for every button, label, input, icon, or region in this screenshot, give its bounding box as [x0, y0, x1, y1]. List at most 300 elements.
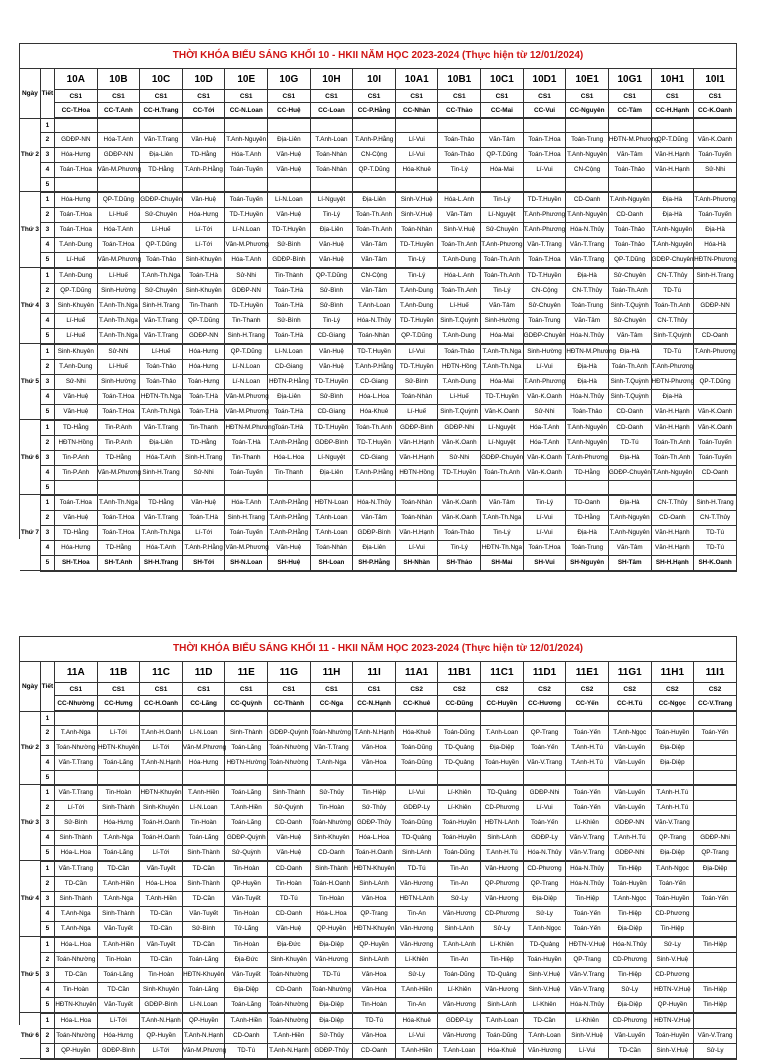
- campus-code: CS1: [140, 683, 183, 696]
- subject-cell: Toán-Lãng: [97, 845, 140, 861]
- period-number: 5: [40, 252, 54, 268]
- subject-cell: [694, 313, 737, 328]
- subject-cell: SH-Loan: [310, 555, 353, 571]
- subject-cell: Toán-Trung: [566, 298, 609, 313]
- subject-cell: Hóa-N.Thủy: [523, 845, 566, 861]
- subject-cell: Hóa-N.Thủy: [566, 222, 609, 237]
- subject-cell: HĐTN-V.Huệ: [566, 937, 609, 953]
- subject-cell: Tin-P.Anh: [55, 465, 98, 480]
- subject-cell: Tin-Lý: [523, 495, 566, 511]
- subject-cell: Văn-T.Trang: [310, 740, 353, 755]
- subject-cell: T.Anh-Dung: [438, 374, 481, 389]
- subject-cell: TD-T.Huyền: [353, 435, 396, 450]
- subject-cell: Toán-Nhàn: [395, 389, 438, 404]
- subject-cell: Văn-Hoa: [353, 982, 396, 997]
- campus-code: CS1: [651, 90, 694, 103]
- subject-cell: Toán-Trung: [566, 540, 609, 555]
- period-number: 3: [40, 298, 54, 313]
- subject-cell: Toán-Tuyến: [694, 147, 737, 162]
- subject-cell: Toán-Dũng: [395, 815, 438, 830]
- subject-cell: Toán-Nhàn: [310, 162, 353, 177]
- subject-cell: GDĐP-Chuyên: [481, 450, 524, 465]
- subject-cell: Lí-N.Loan: [182, 800, 225, 815]
- subject-cell: Hóa-L.Hoa: [353, 389, 396, 404]
- subject-cell: Văn-Tâm: [353, 510, 396, 525]
- period-number: 4: [40, 237, 54, 252]
- subject-cell: Toán-Tuyến: [694, 435, 737, 450]
- subject-cell: TD-Tú: [310, 967, 353, 982]
- subject-cell: Văn-K.Oanh: [523, 450, 566, 465]
- period-number: 1: [40, 192, 54, 208]
- homeroom-teacher: CC-H.Tú: [608, 696, 651, 712]
- subject-cell: [438, 770, 481, 785]
- day-label: Thứ 4: [20, 268, 40, 344]
- subject-cell: [353, 711, 396, 725]
- subject-cell: [694, 770, 737, 785]
- subject-cell: Toán-Th.Anh: [481, 252, 524, 268]
- subject-cell: GDĐP-Bình: [310, 435, 353, 450]
- subject-cell: T.Anh-Hiền: [97, 937, 140, 953]
- subject-cell: Hóa-L.Anh: [438, 268, 481, 284]
- subject-cell: SH-Nhàn: [395, 555, 438, 571]
- subject-cell: TD-T.Huyền: [523, 192, 566, 208]
- subject-cell: Hóa-N.Thủy: [353, 495, 396, 511]
- subject-cell: [310, 118, 353, 132]
- subject-cell: Toán-T.Hoa: [523, 252, 566, 268]
- period-number: 1: [40, 1013, 54, 1029]
- subject-cell: Văn-V.Trang: [566, 967, 609, 982]
- subject-cell: Hóa-N.Thủy: [566, 328, 609, 344]
- subject-cell: Lí-Vui: [566, 1043, 609, 1059]
- subject-cell: Sinh-Khuyên: [310, 830, 353, 845]
- subject-cell: Văn-Hoa: [353, 891, 396, 906]
- subject-cell: Văn-M.Phương: [225, 404, 268, 420]
- subject-cell: Toán-Lãng: [225, 815, 268, 830]
- subject-cell: TD-Hằng: [97, 540, 140, 555]
- period-number: 3: [40, 1043, 54, 1059]
- subject-cell: Văn-T.Trang: [566, 237, 609, 252]
- subject-cell: Văn-K.Oanh: [481, 404, 524, 420]
- subject-cell: [694, 876, 737, 891]
- subject-cell: Địa-Hà: [651, 207, 694, 222]
- homeroom-teacher: CC-Quỳnh: [225, 696, 268, 712]
- subject-cell: Sử-Nhi: [523, 404, 566, 420]
- subject-cell: CN-T.Thủy: [694, 510, 737, 525]
- subject-cell: Hóa-L.Hoa: [310, 906, 353, 921]
- subject-cell: Tin-Hoàn: [225, 937, 268, 953]
- subject-cell: CD-Oanh: [694, 328, 737, 344]
- subject-cell: Sử-Ly: [694, 1043, 737, 1059]
- subject-cell: [268, 480, 311, 495]
- subject-cell: TD-Cần: [182, 891, 225, 906]
- subject-cell: [353, 480, 396, 495]
- subject-cell: GDĐP-Chuyên: [651, 252, 694, 268]
- subject-cell: Sinh-Thành: [182, 876, 225, 891]
- subject-cell: Toán-Lãng: [225, 740, 268, 755]
- period-number: 1: [40, 711, 54, 725]
- subject-cell: TD-T.Huyền: [225, 207, 268, 222]
- subject-cell: Lí-Tới: [182, 525, 225, 540]
- subject-cell: Văn-Tâm: [608, 540, 651, 555]
- subject-cell: Toán-T.Hoa: [55, 162, 98, 177]
- subject-cell: HĐTN-M.Phương: [608, 132, 651, 147]
- subject-cell: Lí-Vui: [395, 540, 438, 555]
- subject-cell: SH-Tới: [182, 555, 225, 571]
- period-number: 3: [40, 891, 54, 906]
- subject-cell: [694, 815, 737, 830]
- subject-cell: Địa-Hà: [651, 192, 694, 208]
- subject-cell: SH-T.Anh: [97, 555, 140, 571]
- subject-cell: Toán-Huyền: [438, 830, 481, 845]
- subject-cell: Văn-H.Hạnh: [651, 162, 694, 177]
- subject-cell: CD-Phương: [481, 906, 524, 921]
- subject-cell: [225, 177, 268, 192]
- subject-cell: SH-P.Hằng: [353, 555, 396, 571]
- subject-cell: [55, 770, 98, 785]
- subject-cell: Toán-Lãng: [225, 997, 268, 1013]
- subject-cell: Hóa-Mai: [481, 328, 524, 344]
- subject-cell: T.Anh-Ngọc: [651, 861, 694, 877]
- subject-cell: Văn-M.Phương: [225, 237, 268, 252]
- subject-cell: Sinh-V.Huệ: [523, 967, 566, 982]
- subject-cell: Sinh-V.Huệ: [651, 952, 694, 967]
- homeroom-teacher: CC-T.Anh: [97, 103, 140, 119]
- subject-cell: Văn-K.Oanh: [694, 420, 737, 436]
- subject-cell: Toán-Nhường: [55, 952, 98, 967]
- subject-cell: TD-Quảng: [395, 830, 438, 845]
- subject-cell: Sinh-Thành: [97, 906, 140, 921]
- subject-cell: Địa-Hà: [651, 389, 694, 404]
- subject-cell: Toán-Dũng: [438, 845, 481, 861]
- subject-cell: Toán-Th.Anh: [651, 298, 694, 313]
- subject-cell: T.Anh-Loan: [438, 1043, 481, 1059]
- subject-cell: [566, 711, 609, 725]
- subject-cell: [97, 177, 140, 192]
- subject-cell: Toán-H.Oanh: [140, 830, 183, 845]
- subject-cell: Toán-T.Hoa: [523, 147, 566, 162]
- subject-cell: Lí-Vui: [523, 800, 566, 815]
- subject-cell: Toán-T.Hà: [182, 389, 225, 404]
- period-number: 3: [40, 967, 54, 982]
- subject-cell: CD-Oanh: [268, 906, 311, 921]
- subject-cell: GDĐP-Nhi: [608, 845, 651, 861]
- subject-cell: Toán-T.Hoa: [97, 389, 140, 404]
- subject-cell: Sử-Nhi: [438, 450, 481, 465]
- subject-cell: Toán-Huyền: [523, 952, 566, 967]
- day-label: Thứ 6: [20, 1013, 40, 1059]
- subject-cell: Văn-Hương: [438, 906, 481, 921]
- subject-cell: Địa-Liên: [353, 192, 396, 208]
- subject-cell: Sử-Nhi: [694, 162, 737, 177]
- subject-cell: CD-Phương: [481, 800, 524, 815]
- subject-cell: Sử-Chuyên: [140, 283, 183, 298]
- subject-cell: CD-Oanh: [268, 815, 311, 830]
- subject-cell: Hóa-Hà: [694, 237, 737, 252]
- subject-cell: Hóa-T.Anh: [140, 450, 183, 465]
- subject-cell: Toán-T.Hoa: [97, 237, 140, 252]
- subject-cell: [651, 711, 694, 725]
- subject-cell: Văn-V.Trang: [566, 845, 609, 861]
- subject-cell: Toán-Trung: [566, 132, 609, 147]
- subject-cell: Sinh-Khuyên: [55, 298, 98, 313]
- timetable-grade-10: [19, 43, 737, 566]
- subject-cell: [523, 770, 566, 785]
- subject-cell: CD-Oanh: [310, 845, 353, 861]
- subject-cell: Toán-Lãng: [182, 982, 225, 997]
- campus-code: CS1: [97, 90, 140, 103]
- subject-cell: Văn-T.Trang: [55, 755, 98, 770]
- subject-cell: Văn-Luyến: [608, 785, 651, 801]
- subject-cell: [225, 770, 268, 785]
- subject-cell: Tin-Hiệp: [694, 937, 737, 953]
- subject-cell: Văn-K.Oanh: [438, 510, 481, 525]
- period-number: 4: [40, 162, 54, 177]
- subject-cell: Toán-Thảo: [438, 147, 481, 162]
- subject-cell: Văn-Hoa: [353, 740, 396, 755]
- subject-cell: Địa-Diệp: [225, 982, 268, 997]
- subject-cell: Lí-Huế: [55, 252, 98, 268]
- subject-cell: Lí-Vui: [395, 344, 438, 360]
- subject-cell: CD-Oanh: [225, 1028, 268, 1043]
- subject-cell: Toán-T.Hà: [225, 435, 268, 450]
- subject-cell: CD-Giang: [310, 404, 353, 420]
- subject-cell: Địa-Diệp: [481, 740, 524, 755]
- subject-cell: Hóa-N.Thủy: [566, 861, 609, 877]
- subject-cell: T.Anh-Nga: [97, 830, 140, 845]
- subject-cell: TD-Hằng: [182, 435, 225, 450]
- subject-cell: [395, 770, 438, 785]
- subject-cell: Tin-An: [438, 861, 481, 877]
- subject-cell: Hóa-L.Hoa: [140, 876, 183, 891]
- subject-cell: Hóa-Khuê: [353, 404, 396, 420]
- subject-cell: CD-Phương: [651, 967, 694, 982]
- period-number: 5: [40, 177, 54, 192]
- subject-cell: Lí-Nguyệt: [481, 435, 524, 450]
- subject-cell: GDĐP-NN: [694, 298, 737, 313]
- subject-cell: T.Anh-Phương: [566, 450, 609, 465]
- subject-cell: Sinh-Hường: [481, 313, 524, 328]
- subject-cell: Tin-Lý: [438, 540, 481, 555]
- subject-cell: GDĐP-NN: [608, 815, 651, 830]
- subject-cell: T.Anh-LAnh: [438, 937, 481, 953]
- subject-cell: T.Anh-Th.Ngà: [140, 404, 183, 420]
- subject-cell: HĐTN-LAnh: [481, 815, 524, 830]
- period-number: 1: [40, 420, 54, 436]
- subject-cell: Sinh-H.Trang: [694, 495, 737, 511]
- subject-cell: [55, 177, 98, 192]
- subject-cell: Toán-Huyền: [651, 891, 694, 906]
- subject-cell: Toán-Yến: [566, 921, 609, 937]
- subject-cell: Hóa-Hưng: [97, 815, 140, 830]
- day-label: Thứ 3: [20, 785, 40, 861]
- subject-cell: CD-Oanh: [353, 1043, 396, 1059]
- subject-cell: [651, 770, 694, 785]
- subject-cell: Tin-Hiệp: [694, 982, 737, 997]
- subject-cell: Hóa-Mai: [481, 374, 524, 389]
- subject-cell: Toán-Thảo: [608, 162, 651, 177]
- subject-cell: [481, 177, 524, 192]
- subject-cell: Lí-Khiên: [566, 1013, 609, 1029]
- subject-cell: Văn-Hương: [438, 1028, 481, 1043]
- subject-cell: QP-T.Dũng: [310, 268, 353, 284]
- subject-cell: T.Anh-Loan: [523, 1028, 566, 1043]
- subject-cell: Văn-K.Oanh: [438, 435, 481, 450]
- subject-cell: QP-Trang: [523, 876, 566, 891]
- subject-cell: GDĐP-NN: [225, 283, 268, 298]
- subject-cell: Toán-Dũng: [395, 755, 438, 770]
- day-label: Thứ 5: [20, 937, 40, 1013]
- subject-cell: Lí-Tới: [182, 222, 225, 237]
- subject-cell: Văn-M.Phương: [182, 1043, 225, 1059]
- subject-cell: Toán-T.Hoa: [55, 222, 98, 237]
- homeroom-teacher: CC-Huệ: [268, 103, 311, 119]
- subject-cell: T.Anh-H.Tú: [481, 845, 524, 861]
- subject-cell: Toán-T.Hoa: [523, 132, 566, 147]
- subject-cell: Toán-Lãng: [97, 967, 140, 982]
- subject-cell: Văn-Tâm: [608, 147, 651, 162]
- subject-cell: CD-Oanh: [608, 420, 651, 436]
- subject-cell: Địa-Liên: [268, 389, 311, 404]
- subject-cell: Sử-Chuyên: [481, 222, 524, 237]
- subject-cell: [694, 1013, 737, 1029]
- subject-cell: QP-Trang: [353, 906, 396, 921]
- subject-cell: [55, 118, 98, 132]
- subject-cell: Toán-Thảo: [566, 404, 609, 420]
- period-number: 2: [40, 952, 54, 967]
- subject-cell: Hóa-L.Hoa: [55, 937, 98, 953]
- subject-cell: Toán-Thảo: [608, 237, 651, 252]
- subject-cell: Tin-Hoàn: [182, 815, 225, 830]
- subject-cell: Sinh-Khuyên: [182, 252, 225, 268]
- subject-cell: T.Anh-Nga: [55, 921, 98, 937]
- day-label: Thứ 2: [20, 711, 40, 785]
- subject-cell: T.Anh-N.Hạnh: [268, 1043, 311, 1059]
- subject-cell: Sinh-LAnh: [353, 876, 396, 891]
- period-number: 2: [40, 435, 54, 450]
- subject-cell: Địa-Đức: [268, 937, 311, 953]
- subject-cell: QP-Huyền: [651, 997, 694, 1013]
- period-number: 1: [40, 861, 54, 877]
- subject-cell: Toán-T.Hà: [182, 268, 225, 284]
- subject-cell: TD-T.Huyền: [395, 237, 438, 252]
- subject-cell: Hóa-T.Anh: [97, 132, 140, 147]
- homeroom-teacher: CC-Thảo: [438, 103, 481, 119]
- subject-cell: Văn-H.Hạnh: [651, 147, 694, 162]
- subject-cell: Sinh-LAnh: [353, 952, 396, 967]
- class-name: 11G1: [608, 662, 651, 683]
- subject-cell: T.Anh-Nga: [97, 891, 140, 906]
- subject-cell: CN-T.Thủy: [651, 268, 694, 284]
- subject-cell: Hóa-T.Anh: [97, 222, 140, 237]
- subject-cell: TD-T.Huyền: [225, 298, 268, 313]
- campus-code: CS1: [268, 683, 311, 696]
- subject-cell: Sinh-H.Trang: [225, 510, 268, 525]
- subject-cell: Địa-Hà: [566, 359, 609, 374]
- subject-cell: Toán-Yến: [523, 815, 566, 830]
- subject-cell: T.Anh-P.Hằng: [182, 162, 225, 177]
- subject-cell: Toán-Dũng: [481, 1028, 524, 1043]
- subject-cell: [353, 118, 396, 132]
- subject-cell: Sinh-H.Trang: [140, 465, 183, 480]
- subject-cell: Văn-Luyến: [608, 800, 651, 815]
- subject-cell: [140, 711, 183, 725]
- class-name: 10C: [140, 69, 183, 90]
- campus-code: CS1: [310, 683, 353, 696]
- subject-cell: [481, 711, 524, 725]
- subject-cell: Toán-Th.Anh: [438, 283, 481, 298]
- subject-cell: SH-K.Oanh: [694, 555, 737, 571]
- subject-cell: T.Anh-Hiền: [225, 1013, 268, 1029]
- subject-cell: [225, 118, 268, 132]
- subject-cell: [140, 480, 183, 495]
- subject-cell: Tin-Hiệp: [608, 861, 651, 877]
- campus-code: CS1: [438, 90, 481, 103]
- subject-cell: HĐTN-M.Phương: [566, 344, 609, 360]
- homeroom-teacher: CC-N.Hạnh: [353, 696, 396, 712]
- subject-cell: TD-Hằng: [140, 495, 183, 511]
- subject-cell: HĐTN-M.Phương: [225, 420, 268, 436]
- subject-cell: [481, 118, 524, 132]
- class-name: 11C1: [481, 662, 524, 683]
- subject-cell: Lí-Khiên: [481, 937, 524, 953]
- period-number: 4: [40, 465, 54, 480]
- class-name: 10G: [268, 69, 311, 90]
- subject-cell: Văn-Huệ: [310, 237, 353, 252]
- subject-cell: CD-Phương: [651, 906, 694, 921]
- class-name: 11I1: [694, 662, 737, 683]
- subject-cell: [694, 921, 737, 937]
- subject-cell: Địa-Diệp: [310, 937, 353, 953]
- subject-cell: T.Anh-Hiền: [395, 982, 438, 997]
- subject-cell: Toán-Lãng: [225, 785, 268, 801]
- subject-cell: Văn-Hương: [395, 921, 438, 937]
- subject-cell: [225, 711, 268, 725]
- subject-cell: Lí-Huế: [97, 268, 140, 284]
- period-number: 5: [40, 480, 54, 495]
- subject-cell: SH-H.Trang: [140, 555, 183, 571]
- subject-cell: Lí-Vui: [523, 510, 566, 525]
- subject-cell: Toán-Huyền: [481, 755, 524, 770]
- period-number: 1: [40, 937, 54, 953]
- subject-cell: Văn-Tuyết: [140, 937, 183, 953]
- subject-cell: CN-Cộng: [523, 283, 566, 298]
- period-number: 3: [40, 374, 54, 389]
- subject-cell: Lí-Nguyệt: [310, 192, 353, 208]
- subject-cell: T.Anh-Nguyên: [608, 525, 651, 540]
- subject-cell: Sử-Nhi: [182, 465, 225, 480]
- subject-cell: Văn-Tâm: [481, 132, 524, 147]
- subject-cell: HĐTN-Khuyên: [55, 997, 98, 1013]
- header-period: Tiết: [40, 69, 54, 118]
- subject-cell: [182, 177, 225, 192]
- period-number: 3: [40, 222, 54, 237]
- subject-cell: Sử-Ly: [395, 967, 438, 982]
- timetable-title: THỜI KHÓA BIỂU SÁNG KHỐI 10 - HKII NĂM HỌC 2023-2024 (Thực hiện từ 12/01/2024): [20, 44, 737, 69]
- subject-cell: T.Anh-Phương: [523, 207, 566, 222]
- subject-cell: Tin-Hoàn: [55, 982, 98, 997]
- subject-cell: GDĐP-Bình: [353, 525, 396, 540]
- subject-cell: HĐTN-V.Huệ: [651, 1013, 694, 1029]
- subject-cell: Sinh-LAnh: [481, 830, 524, 845]
- class-name: 10D1: [523, 69, 566, 90]
- subject-cell: Văn-T.Trang: [140, 420, 183, 436]
- subject-cell: Toán-Dũng: [395, 740, 438, 755]
- subject-cell: Tin-An: [438, 952, 481, 967]
- subject-cell: Toán-T.Hà: [182, 510, 225, 525]
- subject-cell: Sinh-Khuyên: [140, 982, 183, 997]
- subject-cell: T.Anh-P.Hằng: [268, 510, 311, 525]
- subject-cell: T.Anh-Th.Nga: [97, 328, 140, 344]
